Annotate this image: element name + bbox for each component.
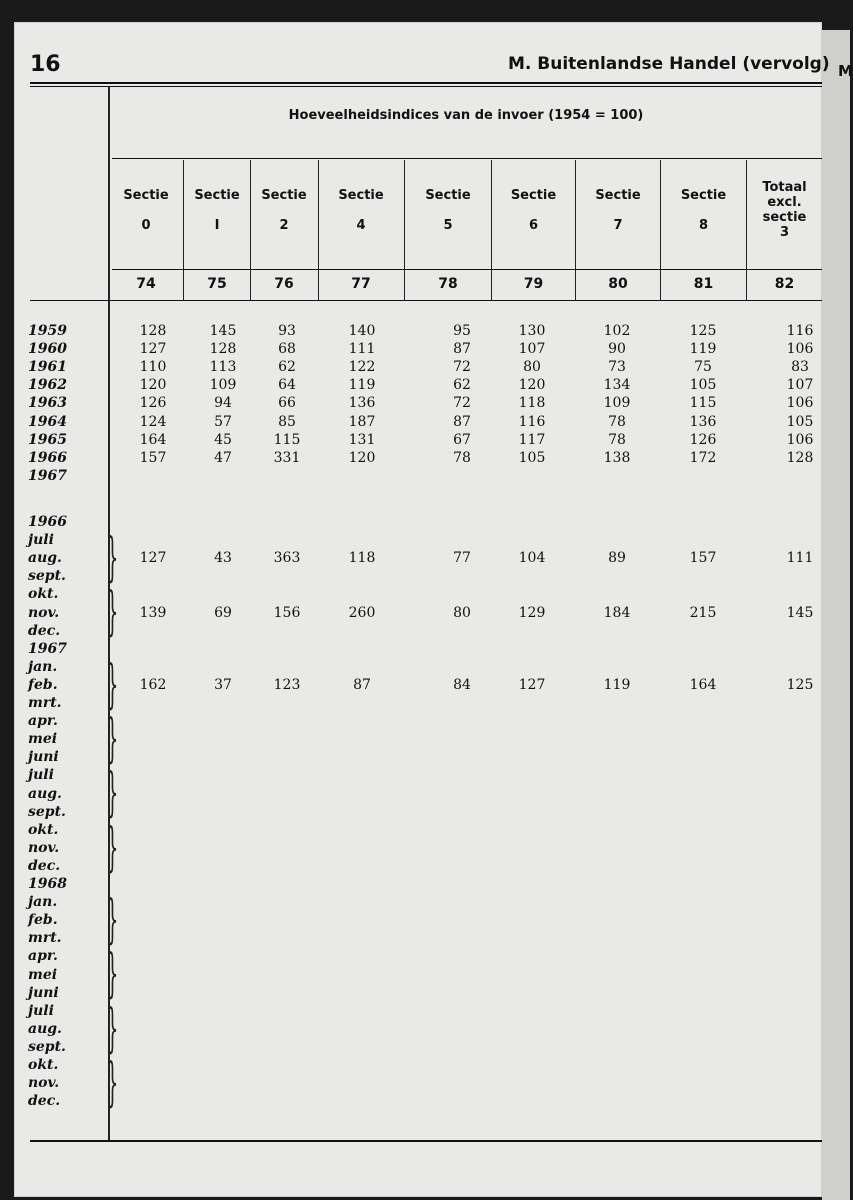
row-label: mrt. [28, 930, 62, 947]
column-header [251, 188, 317, 234]
table-cell: 78 [453, 449, 471, 466]
column-header-line: I [214, 218, 220, 233]
table-cell: 215 [689, 604, 717, 621]
row-label: 1964 [28, 413, 67, 430]
table-cell: 37 [214, 676, 232, 693]
row-label: 1963 [28, 395, 67, 412]
table-cell: 73 [608, 359, 626, 376]
table-cell: 164 [139, 431, 167, 448]
table-cell: 118 [518, 395, 546, 412]
table-cell: 116 [786, 323, 814, 339]
row-label: 1965 [28, 431, 67, 448]
row-label: 1961 [28, 359, 67, 376]
table-cell: 156 [273, 604, 301, 621]
table-cell: 119 [348, 377, 376, 394]
title-underline [112, 158, 822, 159]
column-header-line: Sectie [680, 188, 727, 203]
table-cell: 110 [139, 359, 167, 376]
table-cell: 127 [518, 676, 546, 693]
table-cell: 128 [209, 341, 237, 358]
table-cell: 106 [786, 395, 814, 412]
row-label: dec. [28, 857, 61, 874]
row-label: 1967 [28, 640, 67, 657]
column-header [110, 188, 182, 234]
table-cell: 126 [139, 395, 167, 412]
top-rule [30, 82, 822, 84]
column-header [184, 188, 250, 234]
table-cell: 66 [278, 395, 296, 412]
column-header-line: Totaal [762, 180, 807, 195]
table-cell: 125 [689, 323, 717, 339]
column-header-line: sectie [762, 210, 807, 225]
table-cell: 62 [453, 377, 471, 394]
table-cell: 90 [608, 341, 626, 358]
index-rule [30, 300, 822, 301]
table-cell: 131 [348, 431, 376, 448]
table-cell: 105 [786, 413, 814, 430]
table-cell: 125 [786, 676, 814, 693]
row-label: feb. [28, 676, 58, 693]
row-label: apr. [28, 948, 58, 965]
row-label: mrt. [28, 695, 62, 711]
table-cell: 106 [786, 341, 814, 358]
column-header-line: Sectie [338, 188, 384, 203]
table-cell: 145 [786, 604, 814, 621]
row-label: 1967 [28, 467, 67, 484]
table-cell: 87 [353, 676, 371, 693]
next-page-letter: M [838, 62, 853, 80]
table-cell: 78 [608, 413, 626, 430]
table-cell: 120 [139, 377, 167, 394]
column-header-line: 4 [356, 218, 366, 233]
row-label: 1966 [28, 514, 67, 530]
bracket-mark: } [106, 654, 119, 715]
column-index: 75 [207, 276, 227, 292]
table-cell: 57 [214, 413, 232, 430]
table-cell: 83 [791, 359, 809, 376]
row-label: dec. [28, 1093, 61, 1110]
column-header [492, 188, 575, 234]
top-rule-thin [30, 86, 822, 87]
table-cell: 113 [209, 359, 237, 376]
column-index: 74 [136, 276, 156, 292]
column-header-line: 0 [141, 218, 151, 233]
table-cell: 127 [139, 550, 167, 567]
table-cell: 118 [348, 550, 376, 567]
row-label: juli [28, 1002, 54, 1019]
table-cell: 119 [603, 676, 631, 693]
row-label: mei [28, 966, 58, 983]
bracket-mark: } [106, 998, 119, 1059]
row-label: juli [28, 532, 54, 549]
table-cell: 124 [139, 413, 167, 430]
bracket-mark: } [106, 1053, 119, 1113]
table-cell: 139 [139, 604, 167, 621]
column-header [405, 188, 491, 234]
table-cell: 145 [209, 323, 237, 339]
row-label: aug. [28, 1020, 62, 1037]
table-cell: 157 [689, 550, 717, 567]
bottom-rule [30, 1140, 822, 1142]
table-cell: 111 [348, 341, 376, 358]
table-title: Hoeveelheidsindices van de invoer (1954 = 100) [288, 108, 644, 123]
column-header-line: 7 [613, 218, 623, 233]
table-cell: 78 [608, 431, 626, 448]
row-label: aug. [28, 550, 62, 567]
table-cell: 127 [139, 341, 167, 358]
table-cell: 72 [453, 359, 471, 376]
table-cell: 67 [453, 431, 471, 448]
bracket-mark: } [106, 709, 119, 770]
column-header-line: 2 [279, 218, 289, 233]
table-cell: 136 [689, 413, 717, 430]
row-label: aug. [28, 785, 62, 802]
table-cell: 363 [273, 550, 301, 567]
page-number: 16 [30, 52, 61, 77]
row-label: 1966 [28, 449, 67, 466]
row-label: dec. [28, 622, 61, 639]
table-cell: 115 [273, 431, 301, 448]
table-cell: 87 [453, 341, 471, 358]
header-rule [112, 269, 822, 270]
table-cell: 109 [209, 377, 237, 394]
row-label: feb. [28, 912, 58, 929]
table-cell: 47 [214, 449, 232, 466]
table-cell: 62 [278, 359, 296, 376]
table-cell: 122 [348, 359, 376, 376]
table-cell: 129 [518, 604, 546, 621]
column-index: 81 [693, 276, 714, 292]
table-cell: 84 [453, 676, 471, 693]
column-index: 82 [774, 276, 795, 292]
column-header-line: 3 [779, 225, 790, 240]
table-cell: 138 [603, 449, 631, 466]
row-label: 1960 [28, 341, 67, 358]
table-cell: 64 [278, 377, 296, 394]
column-header [319, 188, 403, 234]
table-cell: 117 [518, 431, 546, 448]
table-cell: 128 [139, 323, 167, 339]
table-cell: 107 [786, 377, 814, 394]
table-cell: 109 [603, 395, 631, 412]
row-label: juli [28, 767, 54, 784]
table-cell: 68 [278, 341, 296, 358]
table-cell: 187 [348, 413, 376, 430]
table-cell: 107 [518, 341, 546, 358]
row-label: mei [28, 731, 58, 748]
table-cell: 80 [523, 359, 541, 376]
column-index: 77 [351, 276, 371, 292]
row-label: sept. [28, 1038, 66, 1055]
row-label: nov. [28, 604, 60, 621]
table-cell: 106 [786, 431, 814, 448]
row-label: nov. [28, 839, 60, 856]
bracket-mark: } [106, 528, 119, 589]
table-cell: 157 [139, 449, 167, 466]
page-title: M. Buitenlandse Handel (vervolg) [508, 54, 830, 74]
column-header-line: Sectie [595, 188, 641, 203]
table-cell: 69 [214, 604, 232, 621]
table-cell: 111 [786, 550, 814, 567]
table-cell: 260 [348, 604, 376, 621]
column-header-line: Sectie [510, 188, 557, 203]
column-index: 79 [523, 276, 544, 292]
table-cell: 94 [214, 395, 232, 412]
row-label: 1959 [28, 323, 67, 339]
table-cell: 115 [689, 395, 717, 412]
row-label: nov. [28, 1075, 60, 1092]
column-header-line: 8 [698, 218, 709, 233]
column-header [661, 188, 746, 234]
bracket-mark: } [106, 582, 119, 643]
row-label: jan. [28, 658, 58, 675]
table-cell: 120 [348, 449, 376, 466]
row-label: jan. [28, 894, 58, 911]
table-cell: 172 [689, 449, 717, 466]
table-cell: 119 [689, 341, 717, 358]
table-cell: 75 [694, 359, 712, 376]
row-label: okt. [28, 821, 59, 838]
table-cell: 184 [603, 604, 631, 621]
bracket-mark: } [106, 817, 119, 878]
table-cell: 45 [214, 431, 232, 448]
table-cell: 140 [348, 323, 376, 339]
row-label: 1968 [28, 876, 67, 892]
table-cell: 128 [786, 449, 814, 466]
column-header-line: Sectie [261, 188, 307, 203]
column-header-line: Sectie [194, 188, 240, 203]
row-label: 1962 [28, 377, 67, 394]
table-cell: 162 [139, 676, 167, 693]
row-label: okt. [28, 1057, 59, 1073]
table-cell: 134 [603, 377, 631, 394]
row-label: apr. [28, 713, 58, 730]
table-cell: 123 [273, 676, 301, 693]
table-cell: 89 [608, 550, 626, 567]
column-index: 76 [274, 276, 294, 292]
table-cell: 102 [603, 323, 631, 339]
table-cell: 87 [453, 413, 471, 430]
column-header-line: Sectie [425, 188, 471, 203]
row-label: juni [28, 749, 59, 766]
table-cell: 136 [348, 395, 376, 412]
table-cell: 116 [518, 413, 546, 430]
column-index: 78 [438, 276, 458, 292]
row-label: juni [28, 984, 59, 1001]
table-cell: 164 [689, 676, 717, 693]
table-cell: 95 [453, 323, 471, 339]
row-label: sept. [28, 568, 66, 585]
column-index: 80 [608, 276, 628, 292]
column-header-line: 6 [528, 218, 539, 233]
row-label: okt. [28, 586, 59, 603]
table-cell: 43 [214, 550, 232, 567]
table-cell: 105 [689, 377, 717, 394]
column-header [747, 180, 822, 240]
table-cell: 80 [453, 604, 471, 621]
table-cell: 120 [518, 377, 546, 394]
table-cell: 105 [518, 449, 546, 466]
table-cell: 126 [689, 431, 717, 448]
column-header-line: Sectie [123, 188, 169, 203]
table-cell: 72 [453, 395, 471, 412]
table-cell: 331 [273, 449, 301, 466]
column-header-line: excl. [767, 195, 802, 210]
next-page-edge [822, 30, 850, 1200]
column-header-line: 5 [443, 218, 453, 233]
row-label: sept. [28, 803, 66, 820]
bracket-mark: } [106, 890, 119, 951]
table-cell: 85 [278, 413, 296, 430]
bracket-mark: } [106, 944, 119, 1005]
table-cell: 77 [453, 550, 471, 567]
column-header [576, 188, 660, 234]
table-cell: 130 [518, 323, 546, 339]
table-cell: 93 [278, 323, 296, 339]
bracket-mark: } [106, 763, 119, 824]
table-cell: 104 [518, 550, 546, 567]
